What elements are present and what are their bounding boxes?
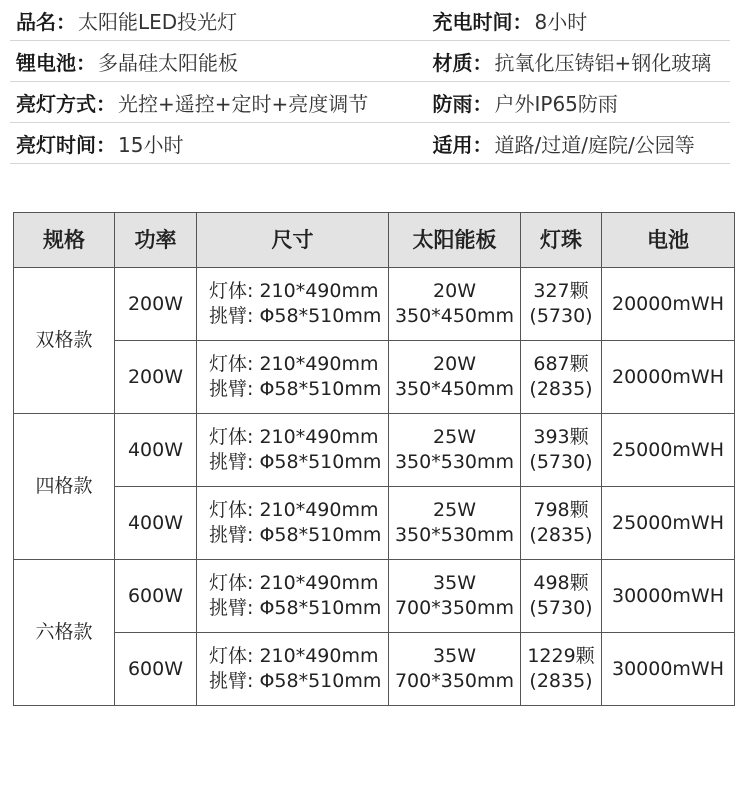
battery-cell: 30000mWH xyxy=(602,560,735,633)
led-count: 1229颗 xyxy=(527,645,595,667)
battery-cell: 20000mWH xyxy=(602,341,735,414)
table-row xyxy=(14,268,735,341)
size-cell xyxy=(197,560,389,633)
arm-size: 挑臂: Φ58*510mm xyxy=(209,378,382,400)
spec-row xyxy=(10,82,730,123)
spec-label: 适用： xyxy=(432,132,493,157)
spec-value: 抗氧化压铸铝+钢化玻璃 xyxy=(494,50,712,75)
power-cell: 600W xyxy=(115,633,197,706)
lamp-body-size: 灯体: 210*490mm xyxy=(209,353,379,375)
led-cell xyxy=(521,341,602,414)
arm-size: 挑臂: Φ58*510mm xyxy=(209,305,382,327)
panel-size: 350*450mm xyxy=(394,305,515,327)
panel-power: 25W xyxy=(433,426,476,448)
table-header-row xyxy=(14,213,735,268)
led-cell xyxy=(521,633,602,706)
spec-label: 充电时间： xyxy=(432,9,533,34)
solar-panel-cell xyxy=(389,268,521,341)
power-cell: 400W xyxy=(115,414,197,487)
spec-row xyxy=(10,41,730,82)
solar-panel-cell xyxy=(389,487,521,560)
spec-label: 材质： xyxy=(432,50,493,75)
spec-label: 亮灯时间： xyxy=(16,132,116,157)
spec-value: 道路/过道/庭院/公园等 xyxy=(494,132,695,157)
panel-power: 20W xyxy=(433,280,476,302)
size-cell xyxy=(197,487,389,560)
column-header-led: 灯珠 xyxy=(521,213,602,268)
solar-panel-cell xyxy=(389,414,521,487)
arm-size: 挑臂: Φ58*510mm xyxy=(209,451,382,473)
spec-table-wrap xyxy=(13,212,735,706)
panel-size: 350*450mm xyxy=(394,378,515,400)
spec-row xyxy=(10,123,730,164)
lamp-body-size: 灯体: 210*490mm xyxy=(209,280,379,302)
lamp-body-size: 灯体: 210*490mm xyxy=(209,499,379,521)
spec-value: 多晶硅太阳能板 xyxy=(98,50,238,75)
lamp-body-size: 灯体: 210*490mm xyxy=(209,645,379,667)
led-count: 327颗 xyxy=(533,280,589,302)
lamp-body-size: 灯体: 210*490mm xyxy=(209,426,379,448)
panel-size: 700*350mm xyxy=(394,670,515,692)
spec-item xyxy=(10,129,433,158)
led-cell xyxy=(521,414,602,487)
spec-label: 品名： xyxy=(16,9,76,34)
spec-value: 8小时 xyxy=(534,9,588,34)
spec-value: 太阳能LED投光灯 xyxy=(78,9,238,34)
column-header-solar-panel: 太阳能板 xyxy=(389,213,521,268)
spec-item xyxy=(433,47,731,76)
power-cell: 600W xyxy=(115,560,197,633)
panel-power: 25W xyxy=(433,499,476,521)
spec-list xyxy=(10,0,730,164)
size-cell xyxy=(197,268,389,341)
spec-value: 光控+遥控+定时+亮度调节 xyxy=(118,91,369,116)
led-model: (5730) xyxy=(529,305,593,327)
led-model: (5730) xyxy=(529,451,593,473)
group-name-cell: 四格款 xyxy=(14,414,115,560)
power-cell: 200W xyxy=(115,268,197,341)
lamp-body-size: 灯体: 210*490mm xyxy=(209,572,379,594)
panel-size: 700*350mm xyxy=(394,597,515,619)
spec-value: 15小时 xyxy=(118,132,184,157)
led-model: (2835) xyxy=(529,670,593,692)
led-count: 687颗 xyxy=(533,353,589,375)
power-cell: 200W xyxy=(115,341,197,414)
panel-size: 350*530mm xyxy=(394,524,515,546)
led-count: 798颗 xyxy=(533,499,589,521)
group-name-cell: 双格款 xyxy=(14,268,115,414)
arm-size: 挑臂: Φ58*510mm xyxy=(209,670,382,692)
power-cell: 400W xyxy=(115,487,197,560)
battery-cell: 30000mWH xyxy=(602,633,735,706)
table-row xyxy=(14,560,735,633)
spec-value: 户外IP65防雨 xyxy=(494,91,618,116)
size-cell xyxy=(197,414,389,487)
solar-panel-cell xyxy=(389,633,521,706)
spec-table xyxy=(13,212,735,706)
table-row xyxy=(14,414,735,487)
column-header-spec: 规格 xyxy=(14,213,115,268)
panel-power: 20W xyxy=(433,353,476,375)
column-header-power: 功率 xyxy=(115,213,197,268)
spec-item xyxy=(10,47,433,76)
table-row xyxy=(14,487,735,560)
spec-label: 亮灯方式： xyxy=(16,91,116,116)
spec-label: 防雨： xyxy=(432,91,493,116)
spec-item xyxy=(433,88,731,117)
table-row xyxy=(14,633,735,706)
spec-item xyxy=(10,6,433,35)
led-cell xyxy=(521,560,602,633)
solar-panel-cell xyxy=(389,560,521,633)
panel-power: 35W xyxy=(433,572,476,594)
led-cell xyxy=(521,268,602,341)
led-count: 498颗 xyxy=(533,572,589,594)
spec-label: 锂电池： xyxy=(16,50,96,75)
size-cell xyxy=(197,341,389,414)
battery-cell: 25000mWH xyxy=(602,414,735,487)
spec-item xyxy=(433,129,731,158)
led-cell xyxy=(521,487,602,560)
led-model: (2835) xyxy=(529,378,593,400)
table-row xyxy=(14,341,735,414)
led-model: (2835) xyxy=(529,524,593,546)
arm-size: 挑臂: Φ58*510mm xyxy=(209,524,382,546)
spec-row xyxy=(10,0,730,41)
panel-power: 35W xyxy=(433,645,476,667)
group-name-cell: 六格款 xyxy=(14,560,115,706)
column-header-battery: 电池 xyxy=(602,213,735,268)
panel-size: 350*530mm xyxy=(394,451,515,473)
column-header-size: 尺寸 xyxy=(197,213,389,268)
led-model: (5730) xyxy=(529,597,593,619)
battery-cell: 25000mWH xyxy=(602,487,735,560)
solar-panel-cell xyxy=(389,341,521,414)
battery-cell: 20000mWH xyxy=(602,268,735,341)
led-count: 393颗 xyxy=(533,426,589,448)
spec-item xyxy=(433,6,731,35)
size-cell xyxy=(197,633,389,706)
arm-size: 挑臂: Φ58*510mm xyxy=(209,597,382,619)
spec-item xyxy=(10,88,433,117)
